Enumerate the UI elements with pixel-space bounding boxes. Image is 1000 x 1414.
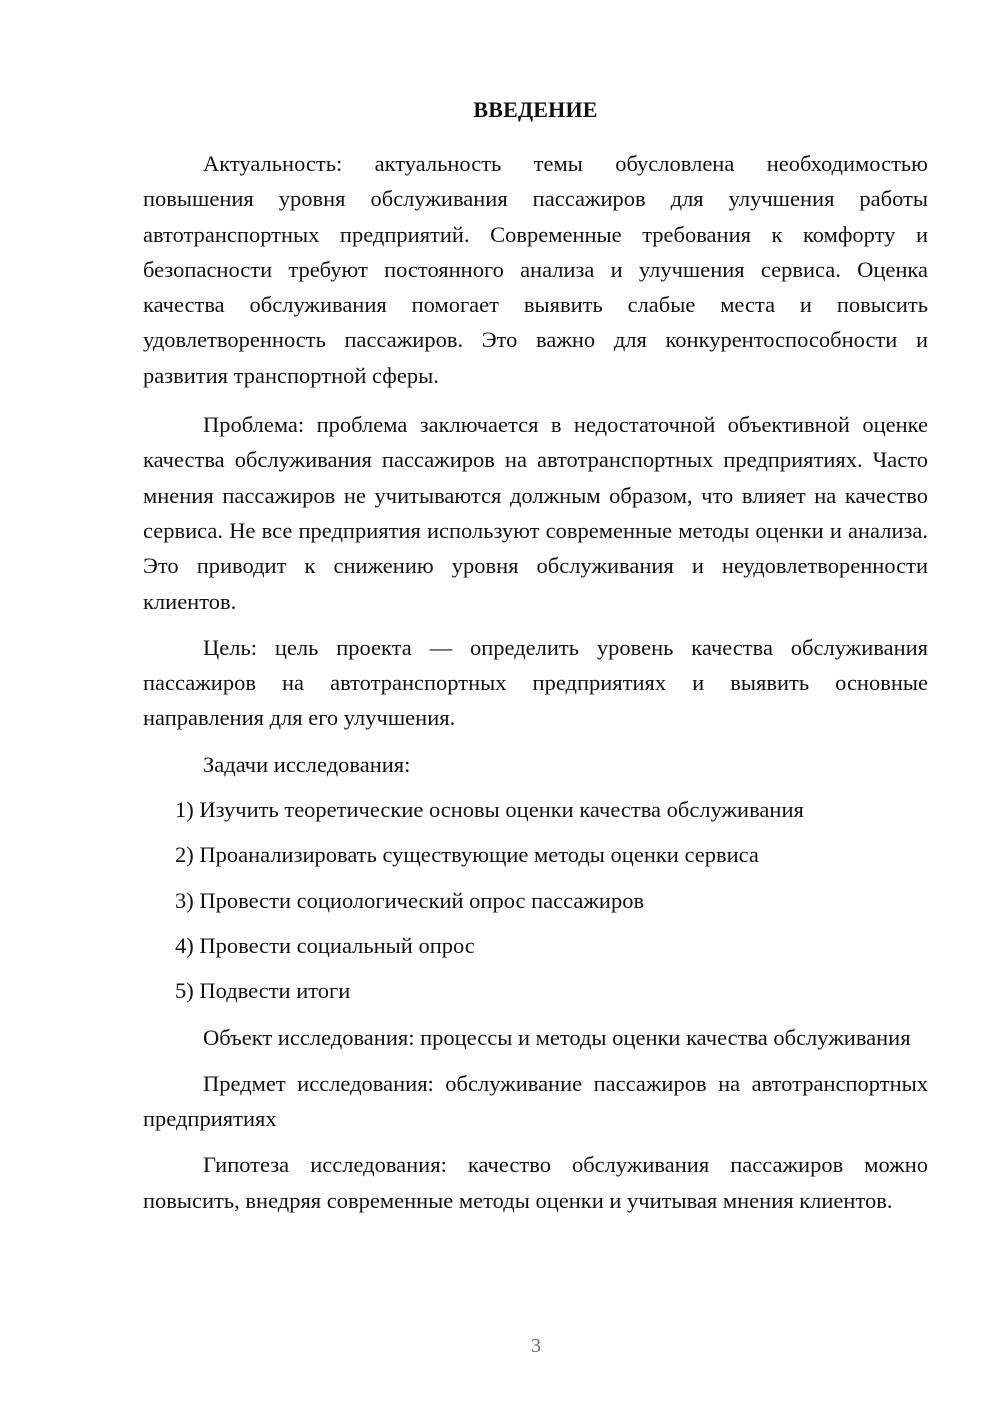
task-item-4: 4) Провести социальный опрос <box>175 932 475 958</box>
page-title: ВВЕДЕНИЕ <box>473 97 598 122</box>
task-item-5: 5) Подвести итоги <box>175 978 351 1004</box>
tasks-heading: Задачи исследования: <box>203 751 411 777</box>
page-content <box>143 96 928 1218</box>
tasks-list <box>143 792 928 1008</box>
subject-paragraph: Предмет исследования: обслуживание пассажиров на автотранспортных предприятиях <box>143 1070 928 1132</box>
task-item-3: 3) Провести социологический опрос пассажиров <box>175 887 645 913</box>
problem-paragraph: Проблема: проблема заключается в недостаточной объективной оценке качества обслуживания пассажиров на автотранспортных предприятиях. Часто мнения пассажиров не учитываются должным образом, что влияет на качество сервиса. Не все предприятия используют современные методы оценки и анализа. Это приводит к снижению уровня обслуживания и неудовлетворенности клиентов. <box>143 412 928 614</box>
goal-paragraph: Цель: цель проекта — определить уровень качества обслуживания пассажиров на автотранспортных предприятиях и выявить основные направления для его улучшения. <box>143 634 928 731</box>
task-item-2: 2) Проанализировать существующие методы оценки сервиса <box>175 842 759 868</box>
relevance-paragraph: Актуальность: актуальность темы обусловлена необходимостью повышения уровня обслуживания пассажиров для улучшения работы автотранспортных предприятий. Современные требования к комфорту и безопасности требуют постоянного анализа и улучшения сервиса. Оценка качества обслуживания помогает выявить слабые места и повысить удовлетворенность пассажиров. Это важно для конкурентоспособности и развития транспортной сферы. <box>143 151 928 388</box>
task-item-1: 1) Изучить теоретические основы оценки качества обслуживания <box>175 797 804 823</box>
page-number: 3 <box>531 1335 541 1357</box>
hypothesis-paragraph: Гипотеза исследования: качество обслуживания пассажиров можно повысить, внедряя современные методы оценки и учитывая мнения клиентов. <box>143 1152 928 1213</box>
object-paragraph: Объект исследования: процессы и методы оценки качества обслуживания <box>203 1024 911 1050</box>
